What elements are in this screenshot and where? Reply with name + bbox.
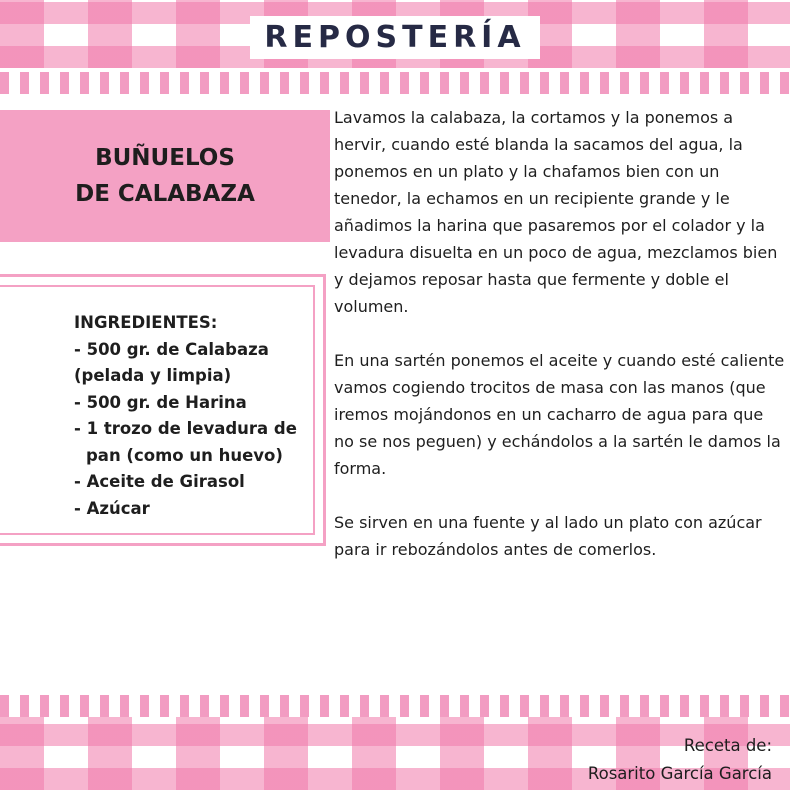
- recipe-credit: [588, 732, 772, 788]
- recipe-title-box: [0, 110, 330, 242]
- top-stripe-border: [0, 72, 790, 94]
- section-title: REPOSTERÍA: [250, 16, 539, 59]
- ingredient-item: (pelada y limpia): [74, 366, 232, 385]
- credit-author: Rosarito García García: [587, 764, 772, 783]
- ingredients-heading: INGREDIENTES:: [74, 313, 218, 332]
- ingredient-item: pan (como un huevo): [86, 445, 283, 465]
- recipe-title-line-2: DE CALABAZA: [75, 181, 255, 207]
- ingredients-list: [74, 310, 324, 522]
- ingredient-item: - 500 gr. de Harina: [74, 392, 247, 412]
- instruction-paragraph: En una sartén ponemos el aceite y cuando esté caliente vamos cogiendo trocitos de masa con las manos (que iremos mojándonos en un cacharro de agua para que no se nos peguen) y echándolos a la sartén le damos la forma.: [334, 351, 785, 478]
- ingredient-item: - Aceite de Girasol: [74, 472, 245, 491]
- section-header: [0, 14, 790, 60]
- instruction-paragraph: Se sirven en una fuente y al lado un plato con azúcar para ir rebozándolos antes de comerlos.: [334, 513, 762, 559]
- recipe-title-line-1: BUÑUELOS: [95, 145, 235, 171]
- ingredient-item: - 500 gr. de Calabaza: [74, 339, 269, 359]
- instructions: [334, 104, 786, 590]
- recipe-title: [75, 140, 255, 212]
- credit-label: Receta de:: [683, 736, 772, 755]
- ingredient-item: - 1 trozo de levadura de: [74, 419, 297, 438]
- instruction-paragraph: Lavamos la calabaza, la cortamos y la ponemos a hervir, cuando esté blanda la sacamos del agua, la ponemos en un plato y la chafamos bien con un tenedor, la echamos en un recipiente grande y le añadimos la harina que pasaremos por el colador y la levadura disuelta en un poco de agua, mezclamos bien y dejamos reposar hasta que fermente y doble el volumen.: [334, 108, 778, 316]
- bottom-stripe-border: [0, 695, 790, 717]
- ingredient-item: - Azúcar: [74, 498, 150, 518]
